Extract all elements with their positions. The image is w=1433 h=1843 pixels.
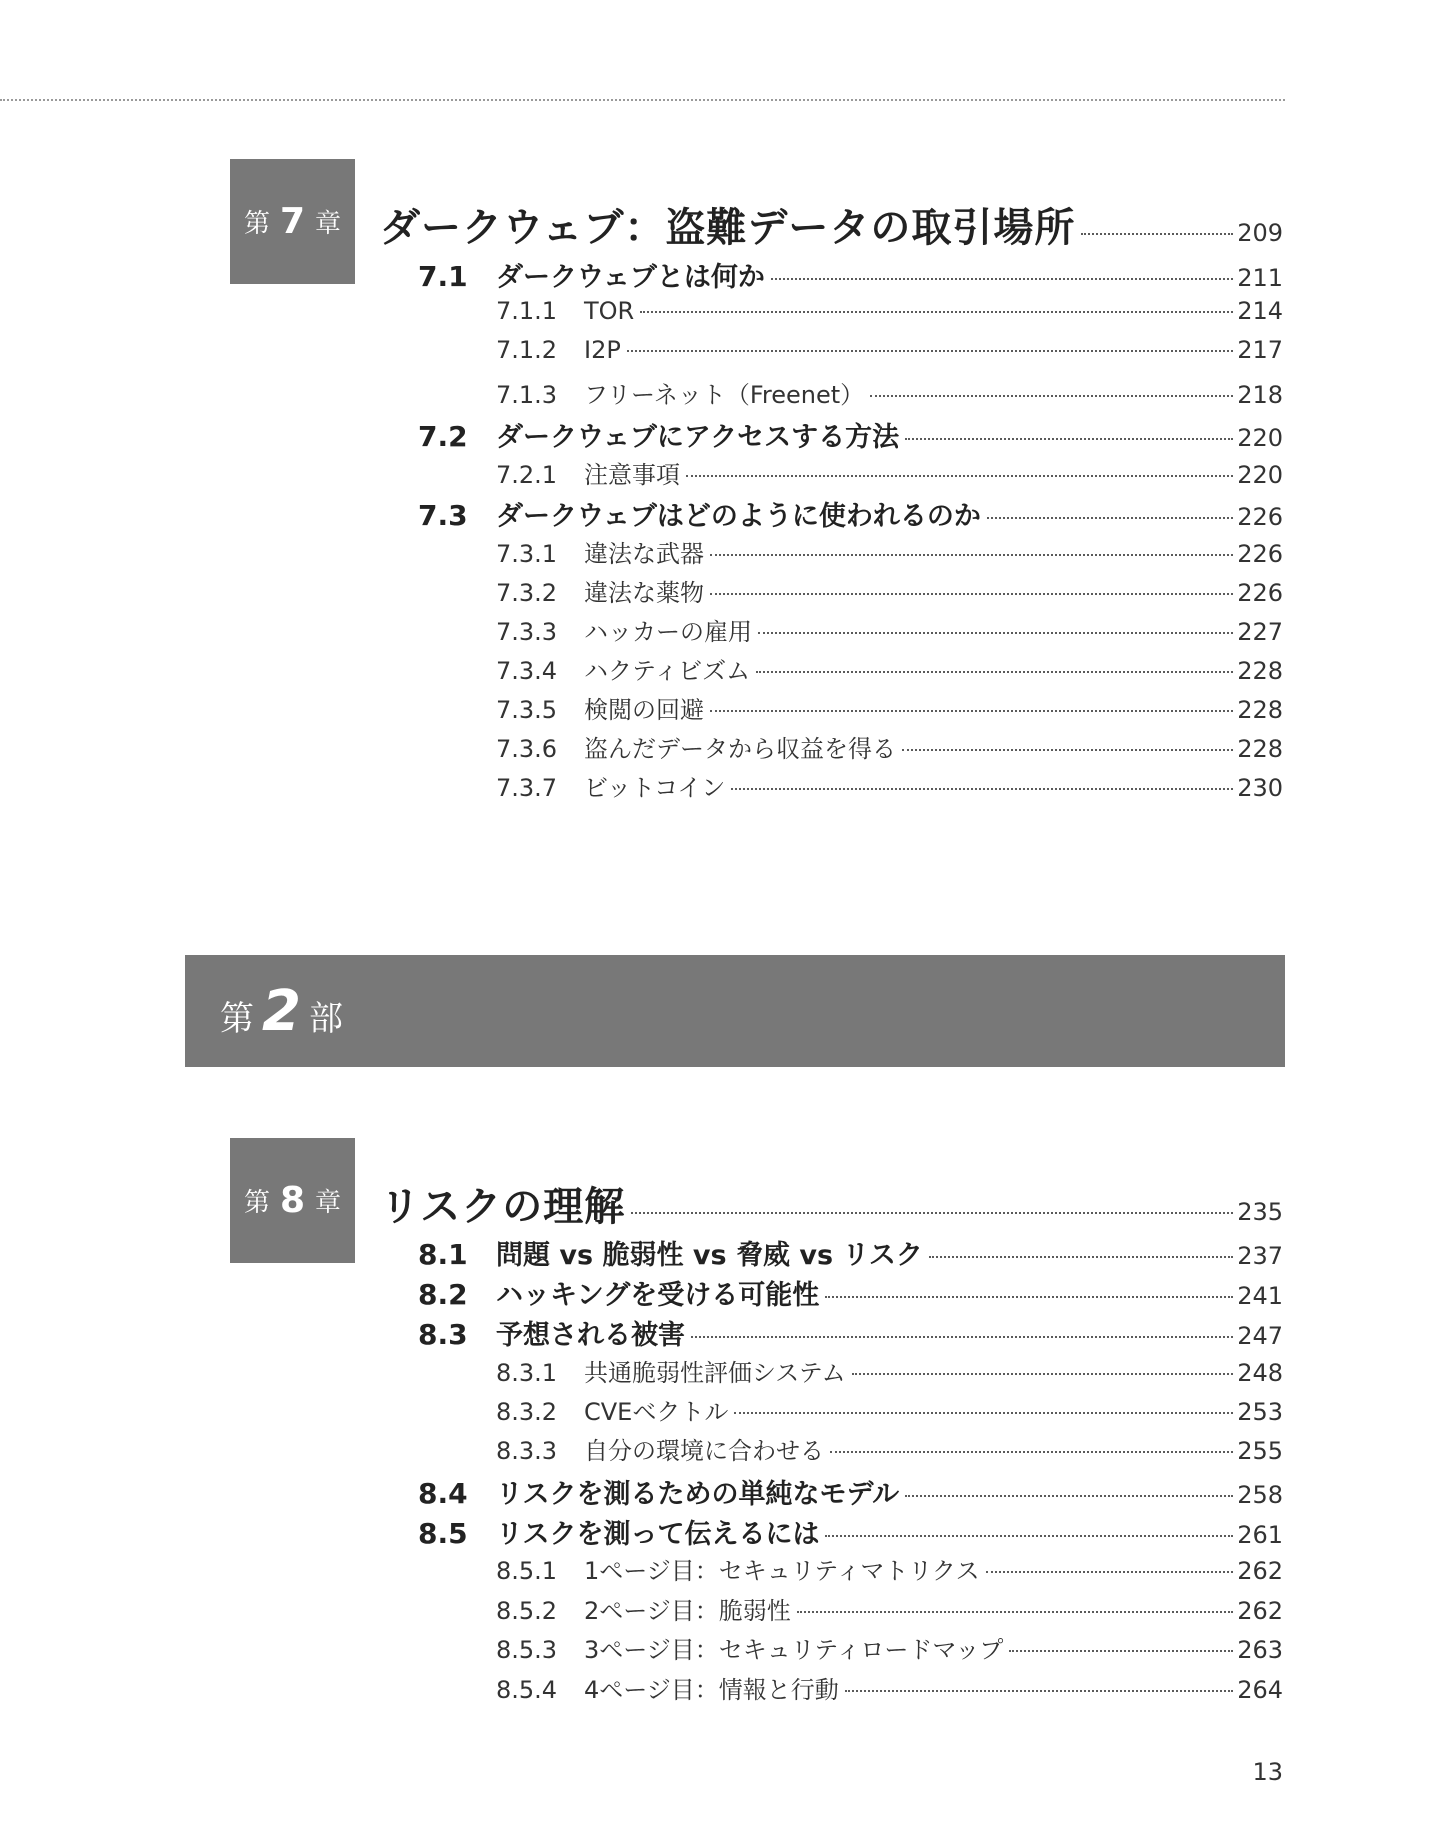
page-ref: 237 [1237, 1242, 1283, 1270]
dot-leader [825, 1535, 1233, 1537]
dot-leader [686, 475, 1233, 477]
dot-leader [710, 554, 1233, 556]
subsection-number: 7.1.2 [496, 336, 558, 364]
page-ref: 241 [1237, 1282, 1283, 1310]
section-title: ダークウェブはどのように使われるのか [496, 501, 981, 532]
page-ref: 255 [1237, 1437, 1283, 1465]
dot-leader [710, 710, 1233, 712]
toc-subsection-entry[interactable] [496, 612, 1283, 647]
section-number: 8.1 [418, 1238, 468, 1271]
dot-leader [797, 1611, 1233, 1613]
toc-chapter-entry[interactable] [380, 196, 1283, 253]
subsection-title: 2ページ目：脆弱性 [584, 1597, 791, 1625]
toc-subsection-entry[interactable] [496, 573, 1283, 608]
page-ref: 247 [1237, 1322, 1283, 1350]
page-ref: 258 [1237, 1481, 1283, 1509]
subsection-title: 3ページ目：セキュリティロードマップ [584, 1636, 1004, 1664]
dot-leader [830, 1451, 1233, 1453]
toc-section-entry[interactable] [418, 1313, 1283, 1352]
section-title: ハッキングを受ける可能性 [496, 1280, 820, 1311]
subsection-number: 7.2.1 [496, 461, 558, 489]
page-ref: 262 [1237, 1597, 1283, 1625]
toc-chapter-entry[interactable] [380, 1175, 1283, 1232]
page-ref: 228 [1237, 735, 1283, 763]
dot-leader [870, 395, 1233, 397]
part-header-bar [185, 955, 1285, 1067]
toc-subsection-entry[interactable] [496, 1670, 1283, 1705]
page-ref: 264 [1237, 1676, 1283, 1704]
dot-leader [631, 1212, 1233, 1214]
chapter-suffix: 章 [315, 209, 342, 239]
subsection-number: 7.1.1 [496, 297, 558, 325]
page-ref: 230 [1237, 774, 1283, 802]
dot-leader [691, 1336, 1233, 1338]
page-ref: 263 [1237, 1636, 1283, 1664]
chapter-title: リスクの理解 [380, 1184, 626, 1230]
toc-subsection-entry[interactable] [496, 690, 1283, 725]
section-number: 7.1 [418, 260, 468, 293]
section-title: 問題 vs 脆弱性 vs 脅威 vs リスク [496, 1240, 923, 1271]
toc-subsection-entry[interactable] [496, 1392, 1283, 1427]
toc-subsection-entry[interactable] [496, 375, 1283, 410]
dot-leader [986, 1571, 1234, 1573]
toc-subsection-entry[interactable] [496, 297, 1283, 325]
section-number: 8.5 [418, 1517, 468, 1550]
dot-leader [734, 1412, 1233, 1414]
toc-subsection-entry[interactable] [496, 534, 1283, 569]
dot-leader [756, 671, 1233, 673]
subsection-title: 注意事項 [584, 461, 680, 489]
subsection-number: 7.3.6 [496, 735, 558, 763]
dot-leader [852, 1373, 1234, 1375]
dot-leader [627, 350, 1233, 352]
chapter-prefix: 第 [243, 1188, 270, 1218]
subsection-number: 7.3.3 [496, 618, 558, 646]
section-title: ダークウェブにアクセスする方法 [496, 422, 900, 453]
subsection-title: 4ページ目：情報と行動 [584, 1676, 839, 1704]
chapter-badge [230, 159, 355, 284]
dot-leader [710, 593, 1233, 595]
page-ref: 253 [1237, 1398, 1283, 1426]
subsection-title: I2P [584, 336, 621, 364]
chapter-suffix: 章 [315, 1188, 342, 1218]
subsection-number: 8.5.2 [496, 1597, 558, 1625]
page-ref: 262 [1237, 1557, 1283, 1585]
part-label [220, 979, 343, 1044]
subsection-number: 7.3.7 [496, 774, 558, 802]
subsection-number: 7.1.3 [496, 381, 558, 409]
section-number: 8.4 [418, 1477, 468, 1510]
toc-section-entry[interactable] [418, 1512, 1283, 1551]
page-ref: 220 [1237, 461, 1283, 489]
page-ref: 248 [1237, 1359, 1283, 1387]
dot-leader [845, 1690, 1233, 1692]
chapter-number: 8 [279, 1180, 306, 1221]
page-ref: 211 [1237, 264, 1283, 292]
subsection-number: 8.3.2 [496, 1398, 558, 1426]
subsection-number: 8.5.1 [496, 1557, 558, 1585]
toc-subsection-entry[interactable] [496, 651, 1283, 686]
toc-section-entry[interactable] [418, 1472, 1283, 1511]
subsection-title: 自分の環境に合わせる [584, 1437, 824, 1465]
toc-subsection-entry[interactable] [496, 336, 1283, 364]
subsection-number: 8.3.3 [496, 1437, 558, 1465]
section-number: 8.3 [418, 1318, 468, 1351]
dot-leader [905, 438, 1233, 440]
toc-subsection-entry[interactable] [496, 1551, 1283, 1586]
subsection-title: ハッカーの雇用 [584, 618, 752, 646]
toc-section-entry[interactable] [418, 494, 1283, 533]
subsection-title: ビットコイン [584, 774, 726, 802]
part-prefix: 第 [220, 998, 254, 1039]
dot-leader [1081, 233, 1233, 235]
dot-leader [902, 749, 1233, 751]
page-ref: 261 [1237, 1521, 1283, 1549]
dot-leader [771, 278, 1233, 280]
dot-leader [640, 311, 1233, 313]
subsection-number: 8.5.4 [496, 1676, 558, 1704]
toc-section-entry[interactable] [418, 255, 1283, 294]
subsection-number: 8.3.1 [496, 1359, 558, 1387]
dot-leader [1009, 1650, 1233, 1652]
subsection-number: 7.3.1 [496, 540, 558, 568]
subsection-title: 共通脆弱性評価システム [584, 1359, 846, 1387]
chapter-badge [230, 1138, 355, 1263]
dot-leader [905, 1495, 1233, 1497]
page-number: 13 [1252, 1758, 1283, 1786]
toc-subsection-entry[interactable] [496, 1591, 1283, 1626]
dot-leader [825, 1296, 1233, 1298]
page-ref: 228 [1237, 657, 1283, 685]
page-ref: 228 [1237, 696, 1283, 724]
section-title: 予想される被害 [496, 1320, 685, 1351]
toc-section-entry[interactable] [418, 1273, 1283, 1312]
page-ref: 226 [1237, 579, 1283, 607]
toc-subsection-entry[interactable] [496, 1431, 1283, 1466]
top-dotted-rule [0, 99, 1285, 101]
dot-leader [987, 517, 1233, 519]
page-ref: 214 [1237, 297, 1283, 325]
subsection-title: TOR [584, 297, 635, 325]
page-ref: 220 [1237, 424, 1283, 452]
subsection-number: 7.3.4 [496, 657, 558, 685]
section-title: リスクを測るための単純なモデル [496, 1479, 900, 1510]
subsection-title: CVEベクトル [584, 1398, 729, 1426]
toc-subsection-entry[interactable] [496, 455, 1283, 490]
subsection-number: 7.3.5 [496, 696, 558, 724]
dot-leader [758, 632, 1233, 634]
page-ref: 218 [1237, 381, 1283, 409]
section-number: 7.2 [418, 420, 468, 453]
toc-subsection-entry[interactable] [496, 729, 1283, 764]
part-suffix: 部 [308, 998, 343, 1039]
section-number: 8.2 [418, 1278, 468, 1311]
toc-section-entry[interactable] [418, 1233, 1283, 1272]
subsection-title: ハクティビズム [584, 657, 751, 685]
subsection-title: 違法な武器 [584, 540, 704, 568]
chapter-number: 7 [279, 201, 306, 242]
subsection-title: 盗んだデータから収益を得る [584, 735, 896, 763]
page-ref: 226 [1237, 540, 1283, 568]
chapter-title: ダークウェブ：盗難データの取引場所 [380, 205, 1076, 251]
toc-subsection-entry[interactable] [496, 1630, 1283, 1665]
subsection-title: 違法な薬物 [584, 579, 704, 607]
section-title: ダークウェブとは何か [496, 262, 765, 293]
subsection-title: 検閲の回避 [584, 696, 704, 724]
dot-leader [731, 788, 1233, 790]
toc-subsection-entry[interactable] [496, 768, 1283, 803]
page-ref: 209 [1237, 219, 1283, 247]
dot-leader [929, 1256, 1233, 1258]
part-number: 2 [262, 978, 301, 1044]
subsection-title: フリーネット（Freenet） [584, 381, 865, 409]
page-ref: 227 [1237, 618, 1283, 646]
section-title: リスクを測って伝えるには [496, 1519, 820, 1550]
page-ref: 226 [1237, 503, 1283, 531]
subsection-number: 7.3.2 [496, 579, 558, 607]
toc-subsection-entry[interactable] [496, 1353, 1283, 1388]
chapter-prefix: 第 [243, 209, 270, 239]
subsection-title: 1ページ目：セキュリティマトリクス [584, 1557, 980, 1585]
subsection-number: 8.5.3 [496, 1636, 558, 1664]
page-ref: 217 [1237, 336, 1283, 364]
page-ref: 235 [1237, 1198, 1283, 1226]
section-number: 7.3 [418, 499, 468, 532]
toc-section-entry[interactable] [418, 415, 1283, 454]
